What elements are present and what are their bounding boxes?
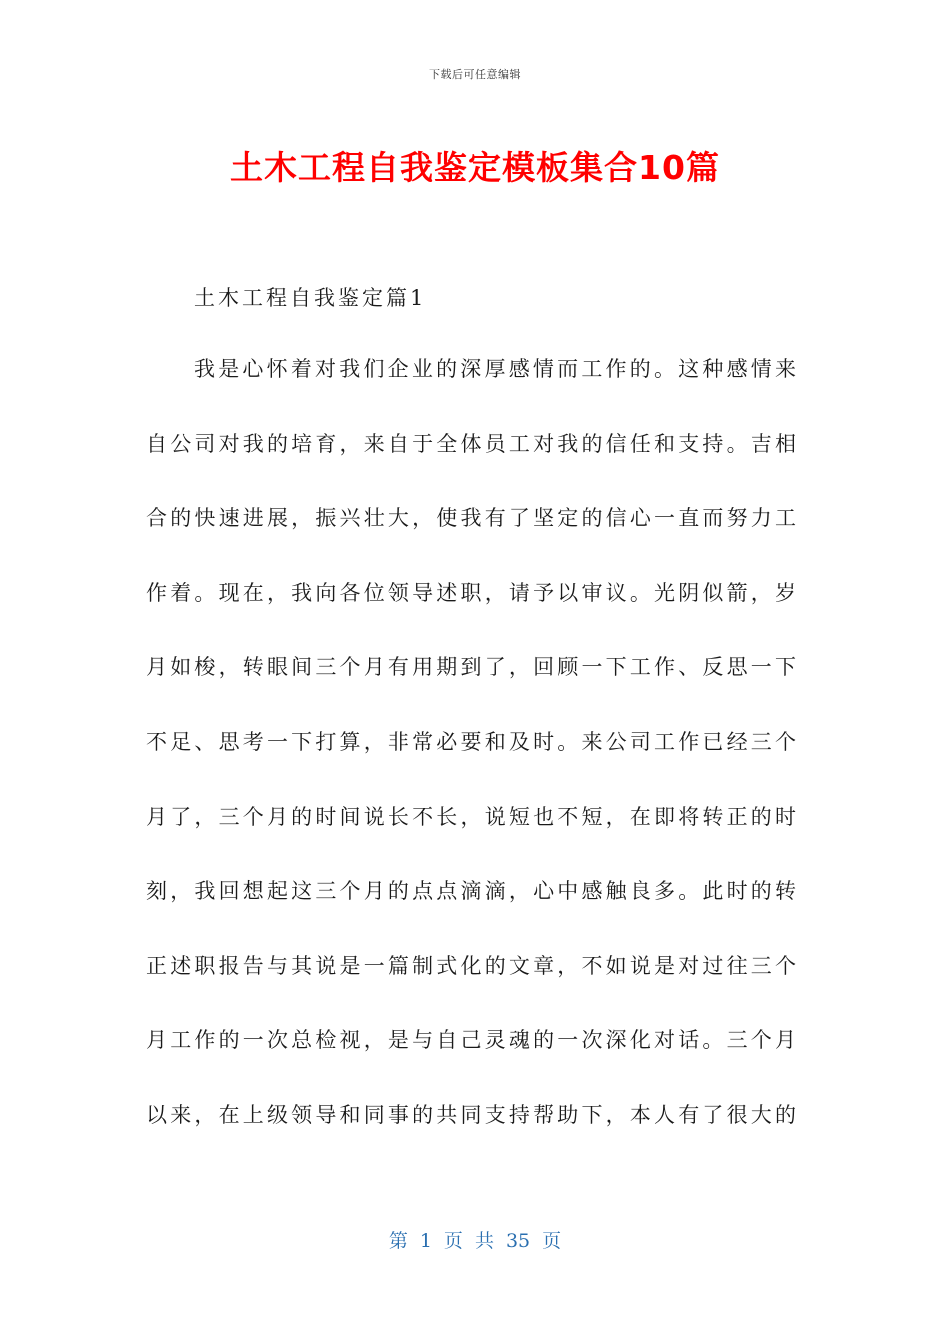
body-line: 刻，我回想起这三个月的点点滴滴，心中感触良多。此时的转: [146, 879, 796, 904]
document-title: 土木工程自我鉴定模板集合10篇: [230, 148, 720, 187]
body-line: 月了，三个月的时间说长不长，说短也不短，在即将转正的时: [146, 804, 796, 829]
footer-prefix: 第: [388, 1230, 408, 1252]
body-line: 正述职报告与其说是一篇制式化的文章，不如说是对过往三个: [146, 953, 796, 978]
page-number-footer: [0, 1226, 950, 1253]
body-line: 合的快速进展，振兴壮大，使我有了坚定的信心一直而努力工: [146, 506, 796, 531]
body-line: 月工作的一次总检视，是与自己灵魂的一次深化对话。三个月: [146, 1028, 796, 1053]
footer-middle: 页 共: [443, 1230, 494, 1252]
footer-suffix: 页: [542, 1230, 562, 1252]
body-line: 以来，在上级领导和同事的共同支持帮助下，本人有了很大的: [146, 1102, 796, 1127]
footer-total-pages: 35: [505, 1230, 531, 1252]
body-line: 作着。现在，我向各位领导述职，请予以审议。光阴似箭，岁: [146, 580, 796, 605]
body-text: [146, 352, 796, 1173]
body-line: 我是心怀着对我们企业的深厚感情而工作的。这种感情来: [194, 357, 796, 381]
body-line: 自公司对我的培育，来自于全体员工对我的信任和支持。吉相: [146, 431, 796, 456]
header-note: 下载后可任意编辑: [429, 68, 521, 81]
body-line: 月如梭，转眼间三个月有用期到了，回顾一下工作、反思一下: [146, 655, 796, 680]
body-line: 不足、思考一下打算，非常必要和及时。来公司工作已经三个: [146, 729, 796, 754]
section-heading: 土木工程自我鉴定篇1: [194, 286, 427, 310]
footer-current-page: 1: [419, 1230, 432, 1252]
